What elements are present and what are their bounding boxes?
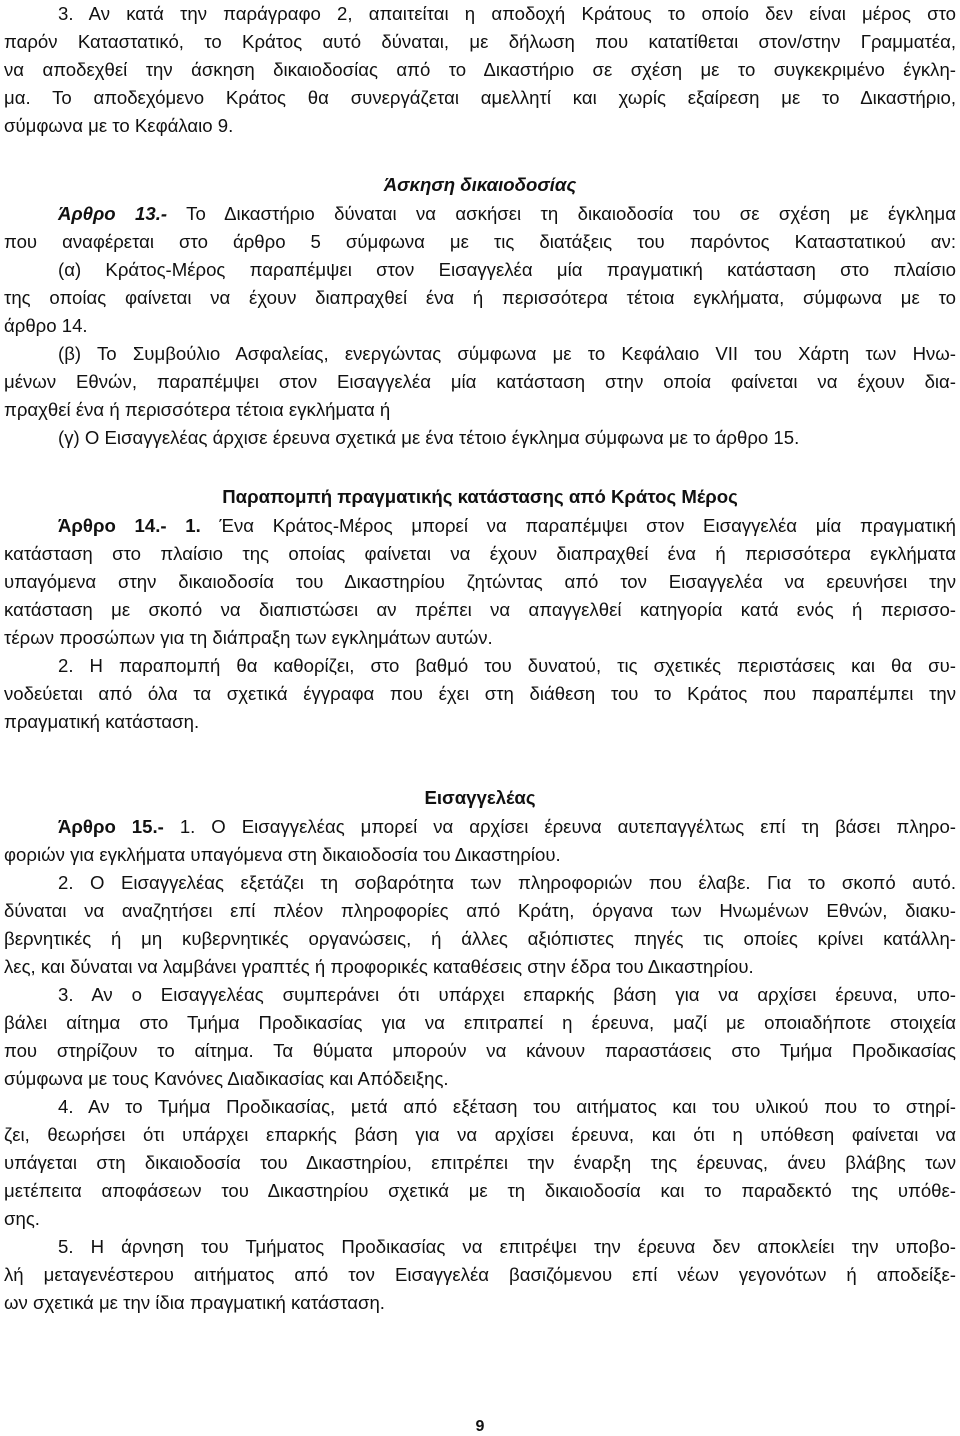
article-label: Άρθρο 15.- xyxy=(58,816,164,837)
paragraph-line: δύναται να αναζητήσει επί πλέον πληροφορίες από Κράτη, όργανα των Ηνωμένων Εθνών, διακυ- xyxy=(4,900,956,921)
paragraph-line: λή μεταγενέστερου αιτήματος από τον Εισαγγελέα βασιζόμενου επί νέων γεγονότων ή αποδείξε- xyxy=(4,1264,956,1285)
paragraph-line: κατάσταση στο πλαίσιο της οποίας φαίνεται να έχουν διαπραχθεί ένα ή περισσότερα εγκλήματα xyxy=(4,543,956,564)
section-heading: Παραπομπή πραγματικής κατάστασης από Κράτος Μέρος xyxy=(222,486,738,507)
paragraph-line: σύμφωνα με τους Κανόνες Διαδικασίας και Απόδειξης. xyxy=(4,1068,449,1089)
article-text: Ένα Κράτος-Μέρος μπορεί να παραπέμψει στον Εισαγγελέα μία πραγματική xyxy=(200,515,956,536)
paragraph-line: άρθρο 14. xyxy=(4,315,88,336)
paragraph-line: υπάγεται στη δικαιοδοσία του Δικαστηρίου, επιτρέπει την έναρξη της έρευνας, άνευ βλάβης των xyxy=(4,1152,956,1173)
section-heading: Άσκηση δικαιοδοσίας xyxy=(383,174,577,195)
paragraph-line: 3. Αν κατά την παράγραφο 2, απαιτείται η αποδοχή Κράτους το οποίο δεν είναι μέρος στο xyxy=(58,3,956,24)
paragraph-line: βερνητικές ή μη κυβερνητικές οργανώσεις, ή άλλες αξιόπιστες πηγές τις οποίες κρίνει κατάλλη- xyxy=(4,928,956,949)
article-first-line xyxy=(58,200,956,228)
article-first-line xyxy=(58,813,956,841)
article-label: Άρθρο 13.- xyxy=(58,203,168,224)
paragraph-line: μετέπειτα αποφάσεων του Δικαστηρίου σχετικά με τη δικαιοδοσία και το παραδεκτό της υπόθε- xyxy=(4,1180,956,1201)
paragraph-line: φοριών για εγκλήματα υπαγόμενα στη δικαιοδοσία του Δικαστηρίου. xyxy=(4,844,561,865)
paragraph-line: να αποδεχθεί την άσκηση δικαιοδοσίας από το Δικαστήριο σε σχέση με το συγκεκριμένο έγκλη- xyxy=(4,59,956,80)
paragraph-line: (β) Το Συμβούλιο Ασφαλείας, ενεργώντας σύμφωνα με το Κεφάλαιο VII του Χάρτη των Ηνω- xyxy=(58,343,956,364)
paragraph-line: 2. Η παραπομπή θα καθορίζει, στο βαθμό του δυνατού, τις σχετικές περιστάσεις και θα συ- xyxy=(58,655,956,676)
paragraph-line: 4. Αν το Τμήμα Προδικασίας, μετά από εξέταση του αιτήματος και του υλικού που το στηρί- xyxy=(58,1096,956,1117)
paragraph-line: παρόν Καταστατικό, το Κράτος αυτό δύναται, με δήλωση που κατατίθεται στον/στην Γραμματέα, xyxy=(4,31,956,52)
paragraph-line: 2. Ο Εισαγγελέας εξετάζει τη σοβαρότητα των πληροφοριών που έλαβε. Για το σκοπό αυτό. xyxy=(58,872,956,893)
paragraph-line: ων σχετικά με την ίδια πραγματική κατάσταση. xyxy=(4,1292,385,1313)
paragraph-line: (α) Κράτος-Μέρος παραπέμψει στον Εισαγγελέα μία πραγματική κατάσταση στο πλαίσιο xyxy=(58,259,956,280)
paragraph-line: σύμφωνα με το Κεφάλαιο 9. xyxy=(4,115,234,136)
page-number: 9 xyxy=(475,1418,485,1435)
paragraph-line: που στηρίζουν το αίτημα. Τα θύματα μπορούν να κάνουν παραστάσεις στο Τμήμα Προδικασίας xyxy=(4,1040,956,1061)
paragraph-line: ζει, θεωρήσει ότι υπάρχει επαρκής βάση για να αρχίσει έρευνα, και ότι η υπόθεση φαίνεται να xyxy=(4,1124,956,1145)
paragraph-line: λες, και δύναται να λαμβάνει γραπτές ή προφορικές καταθέσεις στην έδρα του Δικαστηρίου. xyxy=(4,956,754,977)
paragraph-line: (γ) Ο Εισαγγελέας άρχισε έρευνα σχετικά με ένα τέτοιο έγκλημα σύμφωνα με το άρθρο 15. xyxy=(58,427,800,448)
paragraph-line: νοδεύεται από όλα τα σχετικά έγγραφα που έχει στη διάθεση του το Κράτος που παραπέμπει την xyxy=(4,683,956,704)
paragraph-line: βάλει αίτημα στο Τμήμα Προδικασίας για να επιτραπεί η έρευνα, μαζί με οποιαδήποτε στοιχεία xyxy=(4,1012,956,1033)
paragraph-line: σης. xyxy=(4,1208,40,1229)
paragraph-line: μα. Το αποδεχόμενο Κράτος θα συνεργάζεται αμελλητί και χωρίς εξαίρεση με το Δικαστήριο, xyxy=(4,87,956,108)
paragraph-line: 5. Η άρνηση του Τμήματος Προδικασίας να επιτρέψει την έρευνα δεν αποκλείει την υποβο- xyxy=(58,1236,956,1257)
article-label: Άρθρο 14.- 1. xyxy=(58,515,201,536)
article-text: Το Δικαστήριο δύναται να ασκήσει τη δικαιοδοσία του σε σχέση με έγκλημα xyxy=(167,203,956,224)
paragraph-line: 3. Αν ο Εισαγγελέας συμπεράνει ότι υπάρχει επαρκής βάση για να αρχίσει έρευνα, υπο- xyxy=(58,984,956,1005)
section-heading: Εισαγγελέας xyxy=(424,787,536,808)
article-text: 1. Ο Εισαγγελέας μπορεί να αρχίσει έρευνα αυτεπαγγέλτως επί τη βάσει πληρο- xyxy=(163,816,956,837)
paragraph-line: υπαγόμενα στην δικαιοδοσία του Δικαστηρίου ζητώντας από τον Εισαγγελέα να ερευνήσει την xyxy=(4,571,956,592)
article-first-line xyxy=(58,512,956,540)
paragraph-line: που αναφέρεται στο άρθρο 5 σύμφωνα με τις διατάξεις του παρόντος Καταστατικού αν: xyxy=(4,231,956,252)
paragraph-line: μένων Εθνών, παραπέμψει στον Εισαγγελέα μία κατάσταση στην οποία φαίνεται να έχουν δια- xyxy=(4,371,956,392)
paragraph-line: κατάσταση με σκοπό να διαπιστώσει αν πρέπει να απαγγελθεί κατηγορία κατά ενός ή περισσο- xyxy=(4,599,956,620)
paragraph-line: πραχθεί ένα ή περισσότερα τέτοια εγκλήματα ή xyxy=(4,399,391,420)
paragraph-line: της οποίας φαίνεται να έχουν διαπραχθεί ένα ή περισσότερα τέτοια εγκλήματα, σύμφωνα με το xyxy=(4,287,956,308)
paragraph-line: τέρων προσώπων για τη διάπραξη των εγκλημάτων αυτών. xyxy=(4,627,493,648)
paragraph-line: πραγματική κατάσταση. xyxy=(4,711,200,732)
